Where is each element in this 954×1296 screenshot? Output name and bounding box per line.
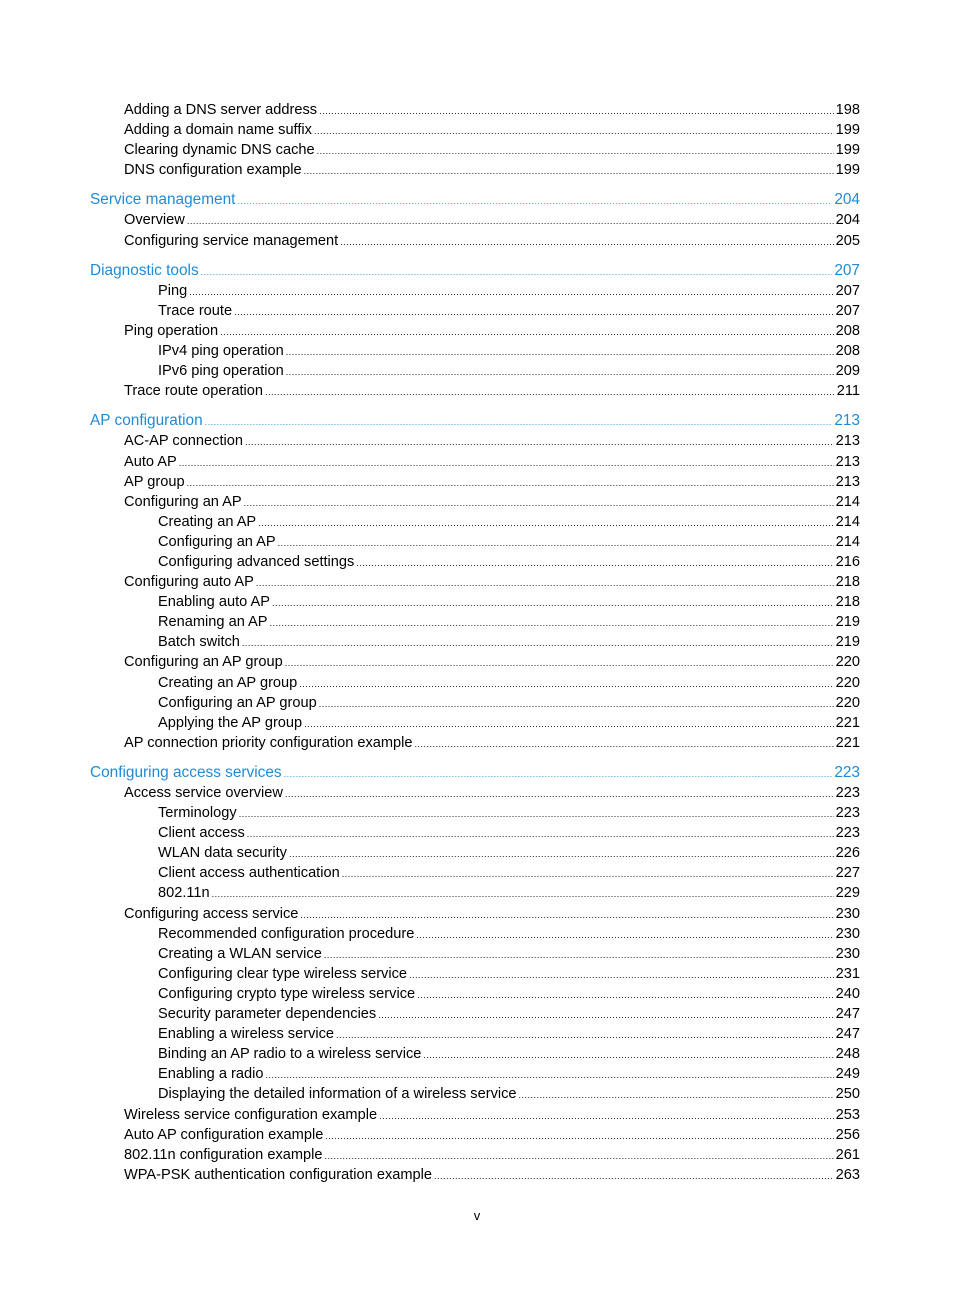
toc-entry-page: 204 [835,212,860,229]
toc-entry-page: 223 [834,763,860,781]
toc-entry-title: Diagnostic tools [90,261,199,279]
dot-leader [379,1105,834,1126]
dot-leader [201,261,833,282]
toc-entry[interactable] [0,321,954,341]
toc-entry-page: 199 [835,142,860,159]
dot-leader [299,673,833,694]
toc-entry[interactable] [0,572,954,592]
page-number: v [473,1208,481,1223]
toc-entry-title: Configuring service management [124,232,339,249]
dot-leader [324,944,834,965]
toc-entry[interactable] [0,984,954,1004]
toc-entry-title: Displaying the detailed information of a wireless service [158,1086,517,1103]
toc-entry[interactable] [0,431,954,451]
toc-entry-title: Clearing dynamic DNS cache [124,142,315,159]
toc-entry-page: 223 [835,785,860,801]
toc-entry-page: 223 [835,805,860,822]
dot-leader [284,763,833,784]
toc-entry-page: 221 [835,734,860,751]
toc-entry-page: 263 [835,1166,860,1183]
dot-leader [378,1004,833,1025]
dot-leader [265,381,835,402]
toc-entry-page: 213 [834,412,860,430]
toc-entry-page: 247 [835,1006,860,1023]
toc-entry-title: Security parameter dependencies [158,1006,377,1023]
toc-entry-title: WLAN data security [158,845,287,862]
toc-entry-page: 256 [835,1126,860,1143]
toc-entry[interactable] [0,492,954,512]
toc-entry[interactable] [0,231,954,251]
toc-entry[interactable] [0,552,954,572]
dot-leader [212,883,834,904]
toc-entry[interactable] [0,863,954,883]
dot-leader [286,361,834,382]
toc-entry[interactable] [0,944,954,964]
toc-entry[interactable] [0,1165,954,1185]
toc-entry-page: 240 [835,985,860,1002]
toc-entry-page: 261 [835,1146,860,1163]
toc-entry-page: 218 [835,594,860,611]
toc-entry-page: 198 [835,102,860,118]
toc-entry-title: AP connection priority configuration example [124,734,413,751]
dot-leader [319,693,834,714]
toc-entry-page: 218 [835,574,860,591]
toc-entry-title: Wireless service configuration example [124,1106,378,1123]
toc-entry-title: AC-AP connection [124,433,243,450]
toc-entry-page: 248 [835,1046,860,1063]
dot-leader [245,431,834,452]
toc-entry[interactable] [0,120,954,140]
toc-entry[interactable] [0,301,954,321]
toc-entry[interactable] [0,281,954,301]
toc-entry-title: Renaming an AP [158,614,268,631]
toc-entry-page: 247 [835,1026,860,1043]
toc-entry-title: Configuring auto AP [124,574,254,591]
dot-leader [417,984,834,1005]
toc-entry-title: Configuring an AP [158,533,276,550]
toc-entry-title: Configuring an AP group [158,694,317,711]
toc-entry-page: 216 [835,553,860,570]
toc-entry-page: 226 [835,845,860,862]
toc-entry-title: Binding an AP radio to a wireless service [158,1046,422,1063]
dot-leader [187,472,834,493]
toc-entry-title: IPv6 ping operation [158,363,284,380]
toc-entry-page: 253 [835,1106,860,1123]
toc-entry-page: 211 [836,383,860,400]
toc-entry[interactable] [0,210,954,230]
toc-entry-page: 208 [835,343,860,360]
dot-leader [325,1145,834,1166]
toc-entry-page: 209 [835,363,860,380]
toc-entry[interactable] [0,592,954,612]
dot-leader [239,803,834,824]
toc-entry[interactable] [0,652,954,672]
toc-entry[interactable] [0,100,954,120]
toc-entry[interactable] [0,160,954,180]
toc-entry[interactable] [0,1004,954,1024]
dot-leader [270,612,834,633]
toc-entry-page: 250 [835,1086,860,1103]
dot-leader [304,160,834,181]
dot-leader [340,231,833,252]
toc-entry[interactable] [0,140,954,160]
toc-entry-page: 207 [835,302,860,319]
toc-entry-page: 214 [835,493,860,510]
toc-entry[interactable] [0,904,954,924]
toc-chapter-entry[interactable] [0,190,954,210]
toc-entry-page: 219 [835,614,860,631]
toc-entry-page: 214 [835,513,860,530]
dot-leader [300,904,833,925]
toc-entry-title: Configuring crypto type wireless service [158,985,416,1002]
toc-chapter-entry[interactable] [0,261,954,281]
dot-leader [409,964,834,985]
toc-entry-page: 229 [835,885,860,902]
dot-leader [314,120,834,141]
dot-leader [356,552,833,573]
toc-entry-title: Configuring access service [124,905,299,922]
toc-entry-page: 223 [835,825,860,842]
toc-entry-title: Applying the AP group [158,714,303,731]
toc-entry-title: Enabling auto AP [158,594,270,611]
dot-leader [519,1084,834,1105]
toc-entry-page: 199 [835,122,860,139]
toc-entry-page: 208 [835,322,860,339]
table-of-contents [0,100,954,1185]
toc-entry[interactable] [0,361,954,381]
toc-entry[interactable] [0,673,954,693]
dot-leader [187,210,834,231]
toc-entry-title: Terminology [158,805,237,822]
dot-leader [342,863,834,884]
toc-entry-title: Recommended configuration procedure [158,925,415,942]
toc-entry-title: Configuring access services [90,763,282,781]
toc-entry-title: Ping operation [124,322,219,339]
toc-entry[interactable] [0,883,954,903]
toc-entry-title: Configuring clear type wireless service [158,965,408,982]
toc-entry[interactable] [0,1084,954,1104]
toc-entry-title: AP configuration [90,412,203,430]
toc-entry[interactable] [0,823,954,843]
toc-entry-title: Adding a DNS server address [124,102,318,118]
dot-leader [234,301,834,322]
toc-entry-title: Configuring advanced settings [158,553,355,570]
toc-entry[interactable] [0,512,954,532]
toc-entry[interactable] [0,452,954,472]
toc-entry-page: 219 [835,634,860,651]
toc-entry-title: Enabling a radio [158,1066,264,1083]
toc-entry-title: Configuring an AP group [124,654,283,671]
toc-entry-title: 802.11n [158,885,210,902]
dot-leader [220,321,834,342]
toc-entry-page: 213 [835,453,860,470]
toc-entry[interactable] [0,924,954,944]
toc-entry-page: 227 [835,865,860,882]
toc-entry-page: 230 [835,925,860,942]
toc-entry-title: Creating an AP group [158,674,298,691]
toc-entry-title: IPv4 ping operation [158,343,284,360]
toc-entry-title: Ping [158,282,188,299]
dot-leader [415,733,834,754]
toc-entry-page: 221 [835,714,860,731]
toc-entry-title: Trace route [158,302,233,319]
dot-leader [304,713,833,734]
toc-entry-title: Trace route operation [124,383,263,400]
toc-entry-page: 231 [835,965,860,982]
toc-entry[interactable] [0,472,954,492]
toc-entry[interactable] [0,381,954,401]
dot-leader [272,592,834,613]
toc-entry[interactable] [0,1145,954,1165]
toc-entry-page: 199 [835,162,860,179]
dot-leader [258,512,833,533]
toc-entry[interactable] [0,1044,954,1064]
toc-entry-page: 207 [834,261,860,279]
toc-entry-page: 220 [835,674,860,691]
dot-leader [416,924,833,945]
dot-leader [285,652,834,673]
toc-entry[interactable] [0,1105,954,1125]
dot-leader [205,411,833,432]
dot-leader [242,632,834,653]
dot-leader [256,572,834,593]
toc-entry-page: 230 [835,945,860,962]
toc-chapter-entry[interactable] [0,411,954,431]
toc-entry-title: Batch switch [158,634,240,651]
toc-entry-title: Adding a domain name suffix [124,122,312,139]
toc-entry-title: Service management [90,191,236,209]
toc-entry[interactable] [0,1024,954,1044]
toc-entry-page: 207 [835,282,860,299]
toc-entry-title: Configuring an AP [124,493,242,510]
dot-leader [336,1024,834,1045]
toc-entry-title: Auto AP configuration example [124,1126,324,1143]
toc-entry[interactable] [0,532,954,552]
dot-leader [285,783,834,804]
dot-leader [286,341,834,362]
dot-leader [237,190,832,211]
toc-entry[interactable] [0,733,954,753]
toc-entry-title: Enabling a wireless service [158,1026,335,1043]
toc-entry-page: 205 [835,232,860,249]
toc-entry-title: Client access [158,825,245,842]
toc-entry-page: 230 [835,905,860,922]
dot-leader [289,843,834,864]
dot-leader [244,492,834,513]
toc-entry[interactable] [0,1125,954,1145]
dot-leader [189,281,833,302]
toc-entry[interactable] [0,783,954,803]
dot-leader [434,1165,834,1186]
toc-entry-title: Overview [124,212,185,229]
dot-leader [247,823,834,844]
toc-entry-page: 204 [834,191,860,209]
toc-entry-page: 214 [835,533,860,550]
toc-entry-page: 220 [835,654,860,671]
dot-leader [179,452,834,473]
toc-entry[interactable] [0,693,954,713]
dot-leader [325,1125,833,1146]
toc-entry-page: 213 [835,473,860,490]
toc-entry-page: 220 [835,694,860,711]
toc-entry-title: Access service overview [124,785,283,801]
toc-entry-title: Auto AP [124,453,177,470]
toc-chapter-entry[interactable] [0,763,954,783]
toc-entry[interactable] [0,964,954,984]
dot-leader [317,140,834,161]
toc-entry[interactable] [0,341,954,361]
toc-entry-title: Creating an AP [158,513,257,530]
toc-entry[interactable] [0,843,954,863]
dot-leader [423,1044,833,1065]
toc-entry[interactable] [0,632,954,652]
toc-entry[interactable] [0,713,954,733]
toc-entry-title: AP group [124,473,185,490]
dot-leader [319,100,834,121]
dot-leader [265,1064,833,1085]
toc-entry-title: 802.11n configuration example [124,1146,323,1163]
toc-entry[interactable] [0,1064,954,1084]
toc-entry[interactable] [0,612,954,632]
toc-entry[interactable] [0,803,954,823]
dot-leader [278,532,834,553]
toc-entry-title: DNS configuration example [124,162,302,179]
toc-entry-title: Client access authentication [158,865,340,882]
toc-entry-page: 213 [835,433,860,450]
toc-entry-title: WPA-PSK authentication configuration example [124,1166,432,1183]
toc-entry-title: Creating a WLAN service [158,945,322,962]
toc-entry-page: 249 [835,1066,860,1083]
